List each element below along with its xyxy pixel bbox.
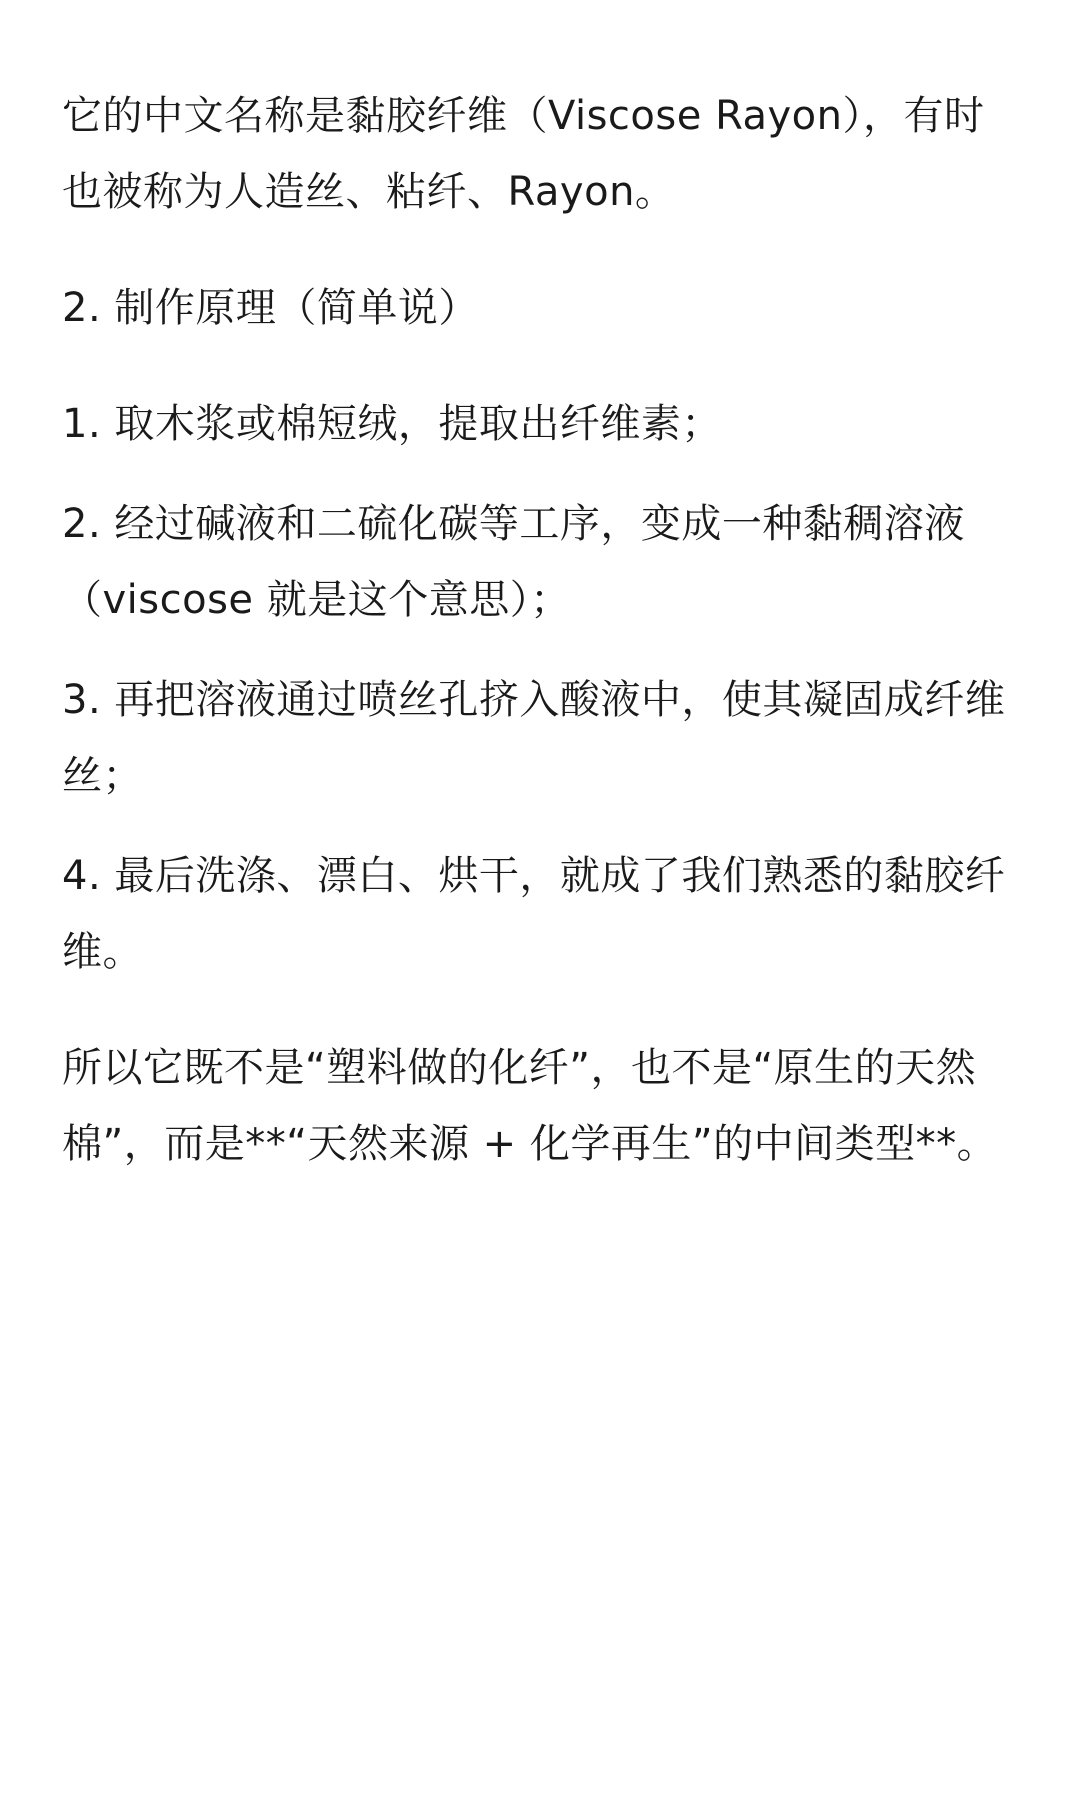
section-heading: 2. 制作原理（简单说）: [62, 285, 479, 331]
step-item-3: 3. 再把溶液通过喷丝孔挤入酸液中，使其凝固成纤维丝；: [62, 677, 1006, 799]
step-item-2: 2. 经过碱液和二硫化碳等工序，变成一种黏稠溶液（viscose 就是这个意思）；: [62, 501, 965, 623]
step-item-1: 1. 取木浆或棉短绒，提取出纤维素；: [62, 401, 722, 447]
intro-paragraph: 它的中文名称是黏胶纤维（Viscose Rayon），有时也被称为人造丝、粘纤、Rayon。: [62, 93, 985, 215]
conclusion-paragraph: 所以它既不是“塑料做的化纤”，也不是“原生的天然棉”，而是**“天然来源 + 化学再生”的中间类型**。: [62, 1045, 998, 1167]
step-item-4: 4. 最后洗涤、漂白、烘干，就成了我们熟悉的黏胶纤维。: [62, 853, 1006, 975]
article-body: [62, 78, 1022, 1182]
